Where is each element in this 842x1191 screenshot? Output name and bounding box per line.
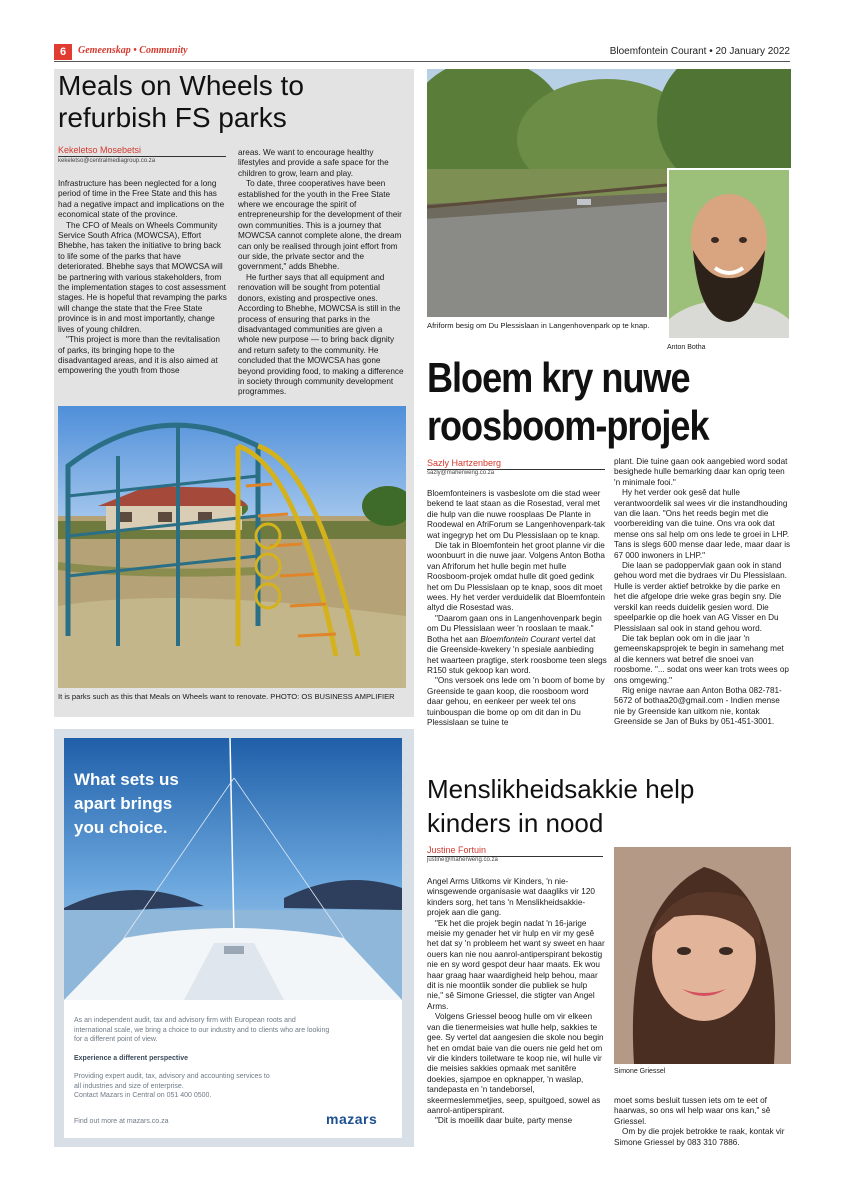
paragraph: areas. We want to encourage healthy lifestyles and provide a safe space for the children to grow, learn and play. bbox=[238, 148, 389, 178]
article3-headline-line: kinders in nood bbox=[427, 808, 604, 838]
ad-description: As an independent audit, tax and advisory firm with European roots and international scale, we bring a choice to our industry and to clients who are looking for a different point of view. bbox=[74, 1017, 330, 1044]
article2-column-1 bbox=[427, 489, 607, 789]
portrait-anton-botha bbox=[667, 168, 791, 340]
publication-name: Bloemfontein Courant bbox=[480, 634, 560, 644]
paragraph: "Ek het die projek begin nadat 'n 16-jarige meisie my genader het vir hulp en vir my gesê het dat sy 'n probleem het want sy sweet en haar ouers kan nie nou aanrol-antiperspirant bekostig nie en sy word gespot deur haar maats. Ek wou haar graag haar waardigheid help behou, maar dit is nie moontlik sonder die publiek se hulp nie," sê Simone Griessel, die stigter van Angel Arms. bbox=[427, 918, 605, 1011]
article2-headline-line: Bloem kry nuwe bbox=[427, 354, 690, 401]
paragraph bbox=[427, 614, 607, 676]
paragraph: moet soms besluit tussen iets om te eet of haarwas, so ons wil help waar ons kan," sê Griessel. bbox=[614, 1096, 771, 1126]
paragraph: plant. Die tuine gaan ook aangebied word sodat besighede hulle bemarking daar kan oprig teen 'n minimale fooi." bbox=[614, 457, 788, 487]
article3-author: Justine Fortuin bbox=[427, 845, 603, 857]
article2-column-2 bbox=[614, 457, 792, 767]
article3-column-1 bbox=[427, 877, 605, 1151]
paragraph: Angel Arms Uitkoms vir Kinders, 'n nie-winsgewende organisasie wat daagliks vir 120 kinders sorg, het tans 'n Menslikheidsakkie-projek aan die gang. bbox=[427, 877, 595, 918]
ad-website-link[interactable]: Find out more at mazars.co.za bbox=[74, 1118, 169, 1125]
article1-column-2 bbox=[238, 148, 404, 401]
masthead-date: Bloemfontein Courant • 20 January 2022 bbox=[609, 46, 790, 57]
article1-column-1 bbox=[58, 179, 228, 401]
anton-photo-caption: Anton Botha bbox=[667, 344, 706, 351]
paragraph: Om by die projek betrokke te raak, kontak vir Simone Griessel by 083 310 7886. bbox=[614, 1127, 785, 1147]
article3-email: justine@maherweng.co.za bbox=[427, 857, 498, 863]
ad-services-line: Providing expert audit, tax, advisory and accounting services to bbox=[74, 1073, 270, 1080]
paragraph: "Ons versoek ons lede om 'n boom of bome by Greenside te gaan koop, die roosboom word daar gehou, en eenkeer per week tel ons tuinbouspan die bome op om dit dan in Du Plessislaan se tuine te bbox=[427, 676, 605, 727]
paragraph: He further says that all equipment and renovation will be sought from potential donors, existing and prospective ones. According to Bhebhe, MOWCSA is still in the process of ensuring that parks in the disadvantaged communities are given a whole new purpose — to bring back dignity and return safety to the community. He concluded that the MOWCSA has gone beyond providing food, to making a difference in society through community development programmes. bbox=[238, 272, 404, 397]
article2-headline-line: roosboom-projek bbox=[427, 402, 709, 449]
header-divider bbox=[54, 61, 790, 62]
article1-email: kekeletso@centralmediagroup.co.za bbox=[58, 158, 156, 164]
paragraph: "Dit is moeilik daar buite, party mense bbox=[435, 1116, 573, 1126]
article2-headline bbox=[427, 354, 740, 450]
paragraph: Hy het verder ook gesê dat hulle verantwoordelik sal wees vir die instandhouding van die laan. "Ons het reeds begin met die voorbereiding van die tuine. Ons vra ook dat mense ons sal help om ons lede te groei in LHP. Tans is slegs 600 mense daar lede, maar daar is 67 000 inwoners in LHP." bbox=[614, 488, 791, 560]
article2-author: Sazly Hartzenberg bbox=[427, 458, 605, 470]
ad-services bbox=[74, 1072, 334, 1101]
ad-services-line: all industries and size of enterprise. bbox=[74, 1082, 184, 1090]
article3-headline bbox=[427, 772, 791, 840]
paragraph: Volgens Griessel beoog hulle om vir elkeen van die tienermeisies wat hulle help, sakkies te gee. Sy vertel dat aangesien die skole nou begin het en omdat baie van die ouers nie geld het om vir die kinders toiletware te koop nie, wil hulle vir die meisies sakkies opmaak met sanitêre doekies, sjampoe en opknapper, 'n waslap, tandepasta en 'n tandeborsel, skeermeslemmetjies, seep, spuitgoed, sowel as aanrol-antiperspirant. bbox=[427, 1012, 604, 1115]
page-number: 6 bbox=[54, 44, 72, 60]
article1-author: Kekeletso Mosebetsi bbox=[58, 145, 226, 157]
article1-headline: Meals on Wheels to refurbish FS parks bbox=[58, 70, 304, 133]
article2-email: sazly@maherweng.co.za bbox=[427, 470, 495, 476]
ad-tagline: Experience a different perspective bbox=[74, 1055, 188, 1062]
photo-caption: It is parks such as this that Meals on Wheels want to renovate. PHOTO: OS BUSINESS AMPLIFIER bbox=[58, 692, 395, 701]
paragraph: "This project is more than the revitalisation of parks, its bringing hope to the disadvantaged areas, and it is also aimed at empowering the youth from those bbox=[58, 335, 220, 376]
paragraph: Die tak beplan ook om in die jaar 'n gemeenskapsprojek te begin in samehang met al die kenners wat betref die snoei van roosbome. "... sodat ons weer kan trots wees op ons omgewing." bbox=[614, 633, 789, 685]
ad-headline bbox=[74, 768, 274, 840]
ad-headline-line: What sets us bbox=[74, 770, 179, 789]
paragraph: To date, three cooperatives have been established for the youth in the Free State where we encourage the spirit of entrepreneurship for the development of their own communities. This is a journey that MOWCSA cannot complete alone, the dream can only be realised through joint effort from our side, the private sector and the government," adds Bhebhe. bbox=[238, 179, 402, 272]
text-run: vertel dat die Greenside-kwekery 'n spesiale aanbieding het waarteen pragtige, sterk roosbome teen slegs R150 stuk gekoop kan word. bbox=[427, 634, 607, 675]
paragraph: Die laan se padoppervlak gaan ook in stand gehou word met die bydraes vir Du Plessislaan. Hulle is verder aktief betrokke by die parke en het die afgelope drie weke gras begin sny. Die verskil kan reeds duidelik gesien word. Die speelparkie op die hoek van AG Visser en Du Plessislaan sal ook in stand gehou word. bbox=[614, 561, 787, 633]
paragraph: Rig enige navrae aan Anton Botha 082-781-5672 of bothaa20@gmail.com - Indien mense nie by Greenside kan uitkom nie, kontak Greenside se Jan of Buks by 051-451-3001. bbox=[614, 685, 782, 727]
article3-column-2 bbox=[614, 1096, 792, 1154]
mazars-logo: mazars bbox=[326, 1111, 378, 1127]
playground-photo bbox=[58, 406, 406, 688]
ad-headline-line: you choice. bbox=[74, 818, 168, 837]
ad-headline-line: apart brings bbox=[74, 794, 173, 813]
paragraph: Die tak in Bloemfontein het groot planne vir die woonbuurt in die nuwe jaar. Volgens Anton Botha van Afriforum het hulle begin met hulle Roosboom-projek omdat hulle dit goed gedink het om Du Plessislaan op te knap, soos dit moet wees. Hy het verder verduidelik dat Bloemfontein altyd die Rosestad was. bbox=[427, 541, 605, 613]
text-run: "Daarom gaan ons in Langenhovenpark begin om Du Plessislaan weer 'n rooslaan te maak." Botha het aan bbox=[427, 613, 602, 644]
simone-photo-caption: Simone Griessel bbox=[614, 1068, 666, 1075]
article3-headline-line: Menslikheidsakkie help bbox=[427, 774, 695, 804]
paragraph: Infrastructure has been neglected for a long period of time in the Free State and this has had a negative impact and implications on the economical state of the province. bbox=[58, 179, 225, 220]
ad-services-line: Contact Mazars in Central on 051 400 0500. bbox=[74, 1092, 212, 1100]
paragraph: Bloemfonteiners is vasbeslote om die stad weer bekend te laat staan as die Rosestad, veral met die hulp van die nuwe roosplaas De Plante in Roodewal en AfriForum se Langenhovenpark-tak wat ingegryp het om Du Plessislaan op te knap. bbox=[427, 489, 605, 540]
section-label: Gemeenskap • Community bbox=[78, 45, 188, 56]
portrait-simone-griessel bbox=[614, 847, 791, 1064]
road-photo-caption: Afriform besig om Du Plessislaan in Langenhovenpark op te knap. bbox=[427, 321, 650, 330]
paragraph: The CFO of Meals on Wheels Community Service South Africa (MOWCSA), Effort Bhebhe, has taken the initiative to bring back to life some of the parks that have deteriorated. Bhebhe says that MOWCSA will be partnering with various stakeholders, from the implementation stages to cost assessment stages. He is hopeful that revamping the parks will change the state that the Free State province is in and most importantly, change lives of young children. bbox=[58, 220, 227, 334]
